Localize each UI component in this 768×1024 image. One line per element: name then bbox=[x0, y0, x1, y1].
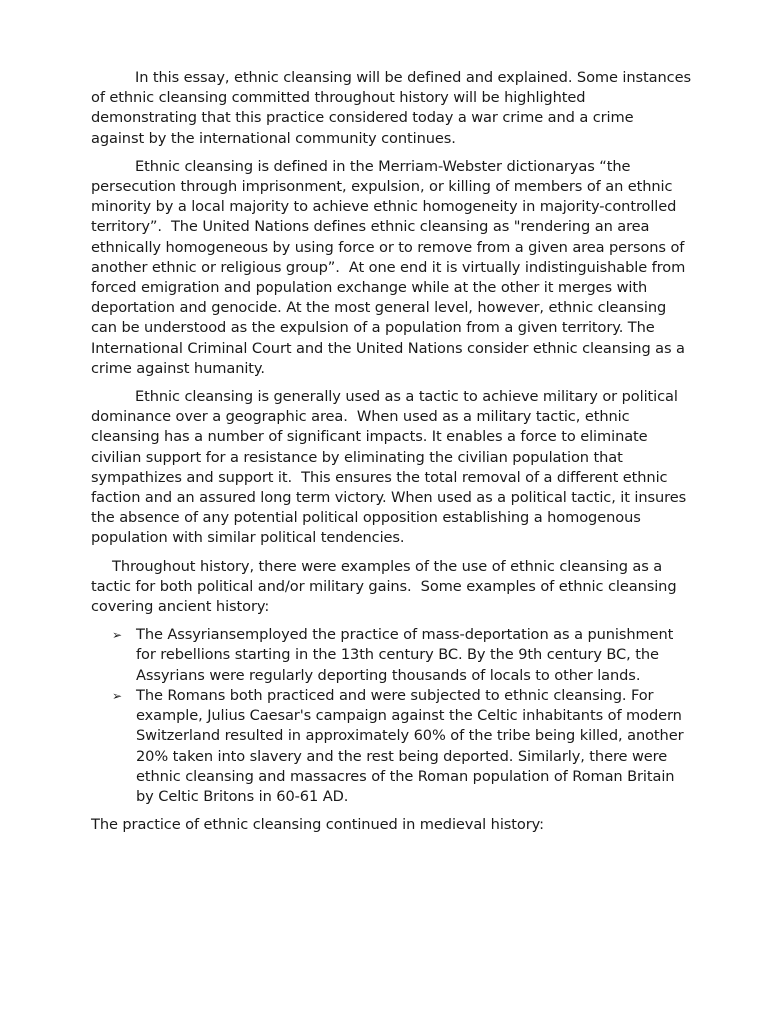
paragraph-definition: Ethnic cleansing is defined in the Merriam-Webster dictionaryas “the persecution through imprisonment, expulsion, or killing of members of an ethnic minority by a local majority to achieve ethnic homogeneity in majority-controlled territory”. The United Nations defines ethnic cleansing as "rendering an area ethnically homogeneous by using force or to remove from a given area persons of another ethnic or religious group”. At one end it is virtually indistinguishable from forced emigration and population exchange while at the other it merges with deportation and genocide. At the most general level, however, ethnic cleansing can be understood as the expulsion of a population from a given territory. The International Criminal Court and the United Nations consider ethnic cleansing as a crime against humanity. bbox=[91, 157, 690, 377]
ancient-history-list bbox=[91, 625, 691, 807]
list-item bbox=[91, 625, 691, 686]
list-item-text: The Assyriansemployed the practice of mass-deportation as a punishment for rebellions starting in the 13th century BC. By the 9th century BC, the Assyrians were regularly deporting thousands of locals to other lands. bbox=[136, 626, 674, 684]
paragraph-intro: In this essay, ethnic cleansing will be defined and explained. Some instances of ethnic cleansing committed throughout history will be highlighted demonstrating that this practice considered today a war crime and a crime against by the international community continues. bbox=[91, 69, 696, 147]
arrowhead-bullet-icon: ➢ bbox=[112, 688, 122, 703]
list-item-text: The Romans both practiced and were subjected to ethnic cleansing. For example, Julius Caesar's campaign against the Celtic inhabitants of modern Switzerland resulted in approximately 60% of the tribe being killed, another 20% taken into slavery and the rest being deported. Similarly, there were ethnic cleansing and massacres of the Roman population of Roman Britain by Celtic Britons in 60-61 AD. bbox=[136, 686, 684, 805]
essay-body bbox=[91, 68, 696, 843]
arrowhead-bullet-icon: ➢ bbox=[112, 628, 122, 643]
paragraph-tactic: Ethnic cleansing is generally used as a tactic to achieve military or political dominance over a geographic area. When used as a military tactic, ethnic cleansing has a number of significant impacts. It enables a force to eliminate civilian support for a resistance by eliminating the civilian population that sympathizes and support it. This ensures the total removal of a different ethnic faction and an assured long term victory. When used as a political tactic, it insures the absence of any potential political opposition establishing a homogenous population with similar political tendencies. bbox=[91, 388, 691, 547]
paragraph-history: Throughout history, there were examples of the use of ethnic cleansing as a tactic for both political and/or military gains. Some examples of ethnic cleansing covering ancient history: bbox=[91, 557, 682, 616]
paragraph-closing: The practice of ethnic cleansing continued in medieval history: bbox=[91, 816, 544, 834]
list-item bbox=[91, 686, 691, 807]
